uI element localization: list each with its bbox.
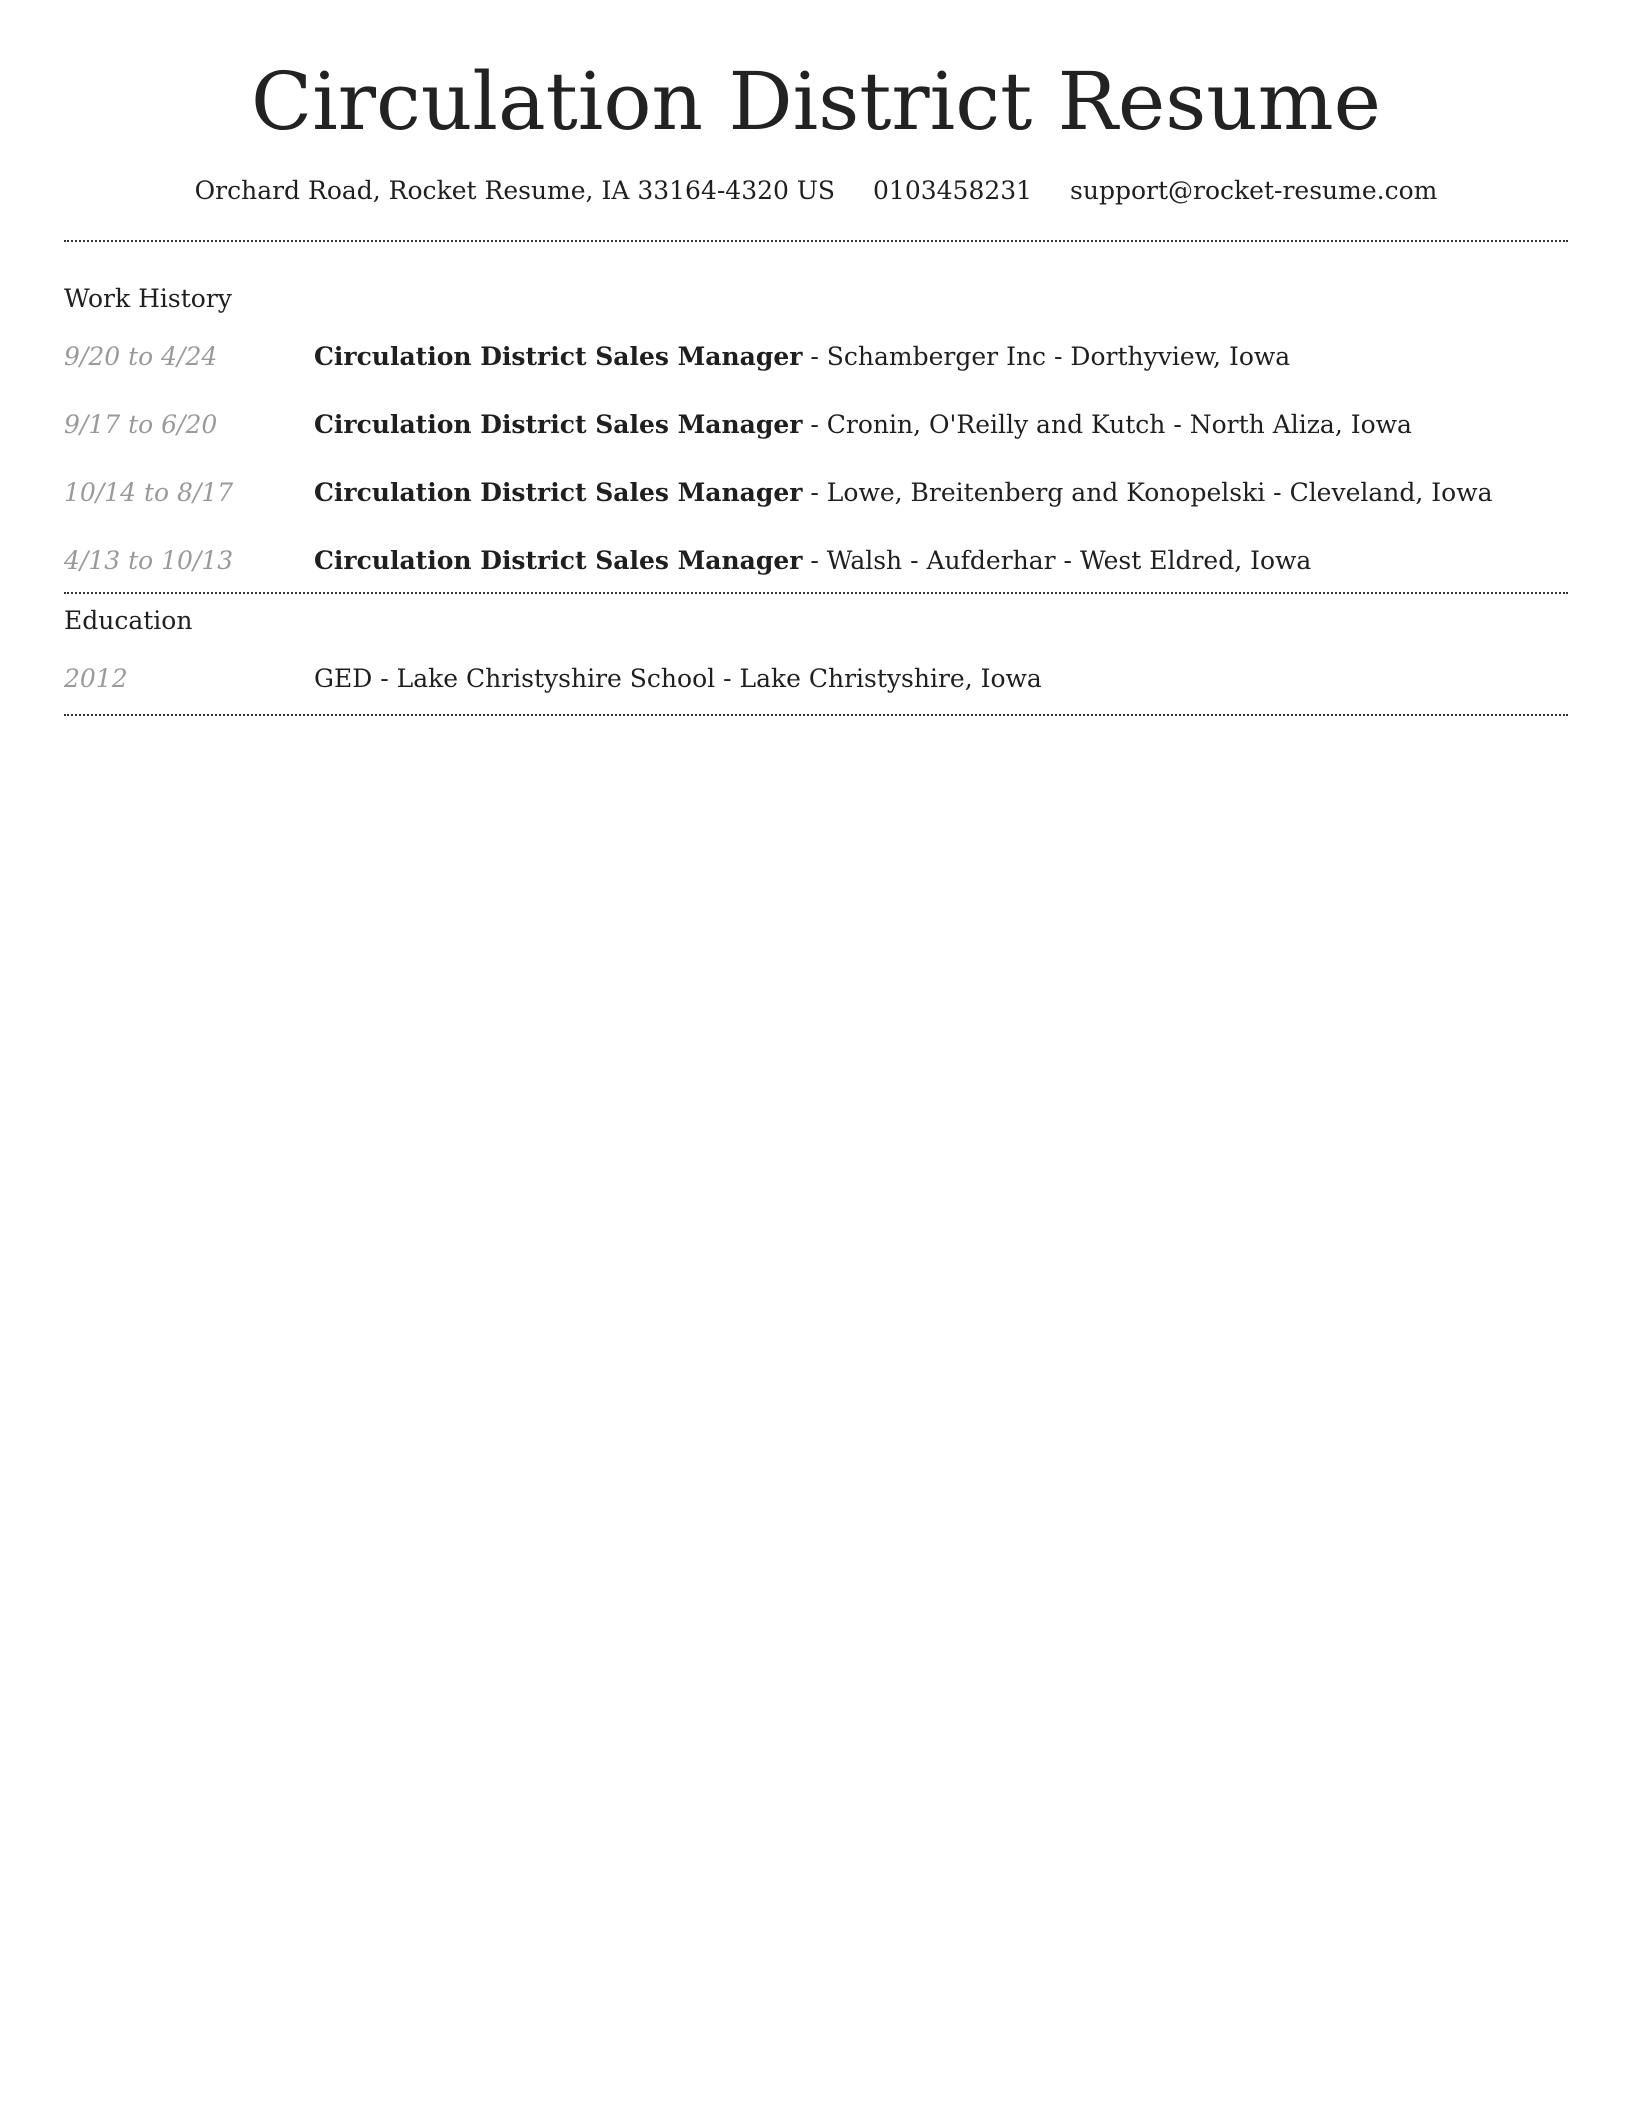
contact-line (64, 174, 1568, 208)
work-role: Circulation District Sales Manager (314, 410, 803, 439)
contact-phone: 0103458231 (873, 176, 1033, 205)
education-divider (64, 714, 1568, 716)
work-details: - Schamberger Inc - Dorthyview, Iowa (802, 342, 1291, 371)
work-history-entry (64, 544, 1568, 578)
work-details: - Cronin, O'Reilly and Kutch - North Aliza, Iowa (802, 410, 1412, 439)
education-list (64, 662, 1568, 714)
work-dates: 4/13 to 10/13 (64, 546, 234, 575)
work-history-entry (64, 408, 1568, 442)
work-role: Circulation District Sales Manager (314, 342, 803, 371)
resume-title: Circulation District Resume (251, 55, 1381, 148)
work-description (314, 544, 1311, 578)
work-description (314, 476, 1493, 510)
work-description (314, 340, 1290, 374)
work-details: - Walsh - Aufderhar - West Eldred, Iowa (802, 546, 1312, 575)
education-heading: Education (64, 606, 193, 635)
work-history-entry (64, 476, 1568, 510)
work-details: - Lowe, Breitenberg and Konopelski - Cleveland, Iowa (802, 478, 1493, 507)
work-dates: 9/20 to 4/24 (64, 342, 218, 371)
header-divider (64, 240, 1568, 242)
resume-page (64, 0, 1568, 716)
contact-email: support@rocket-resume.com (1070, 176, 1438, 205)
contact-address: Orchard Road, Rocket Resume, IA 33164-4320 US (194, 176, 836, 205)
work-history-list (64, 340, 1568, 592)
education-dates: 2012 (64, 664, 128, 693)
work-role: Circulation District Sales Manager (314, 478, 803, 507)
work-description (314, 408, 1412, 442)
work-history-heading: Work History (64, 284, 232, 313)
work-history-divider (64, 592, 1568, 594)
work-dates: 10/14 to 8/17 (64, 478, 234, 507)
work-history-entry (64, 340, 1568, 374)
work-role: Circulation District Sales Manager (314, 546, 803, 575)
education-description: GED - Lake Christyshire School - Lake Christyshire, Iowa (314, 664, 1042, 693)
education-entry (64, 662, 1568, 696)
work-dates: 9/17 to 6/20 (64, 410, 218, 439)
